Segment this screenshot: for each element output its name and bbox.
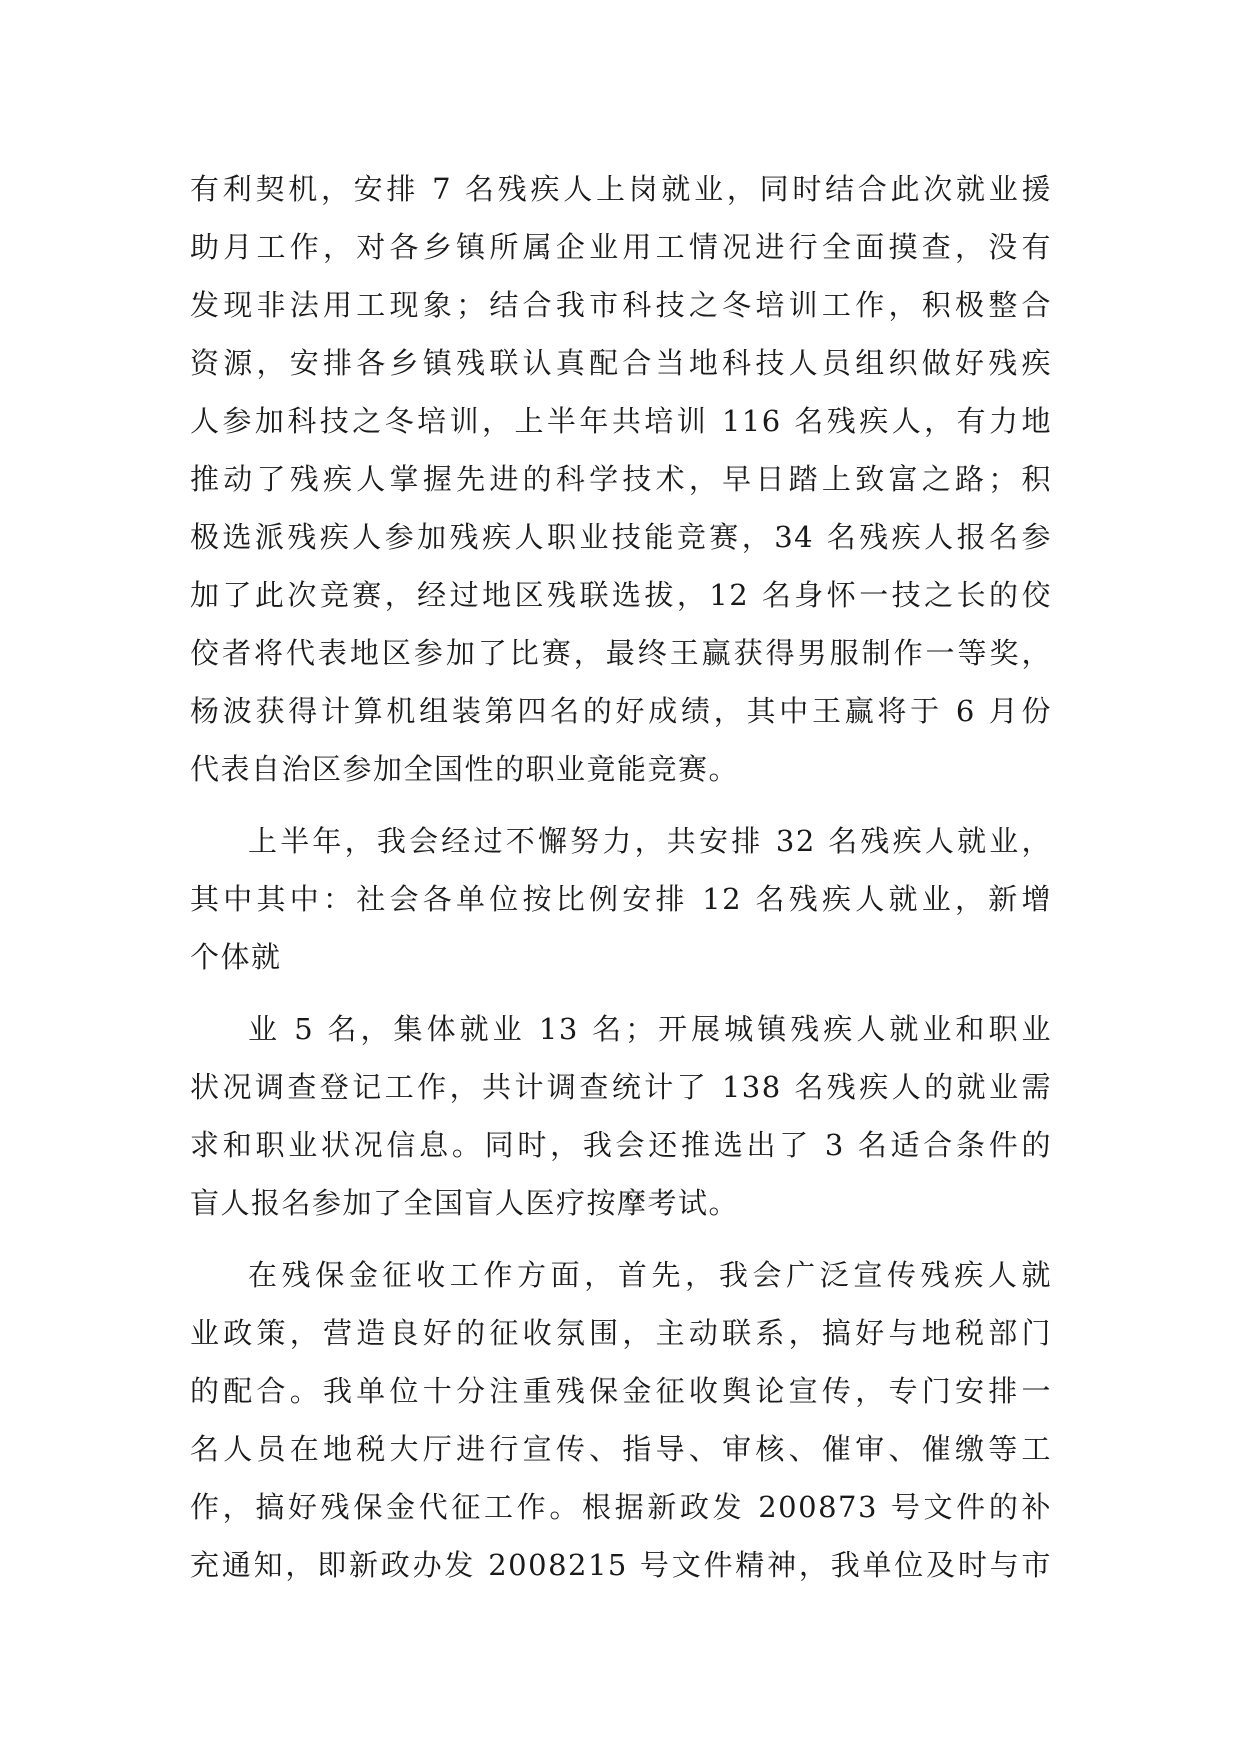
text-line: 有利契机，安排 7 名残疾人上岗就业，同时结合此次就业援 — [190, 172, 1052, 206]
text-line: 盲人报名参加了全国盲人医疗按摩考试。 — [190, 1186, 740, 1220]
text-line: 业政策，营造良好的征收氛围，主动联系，搞好与地税部门 — [190, 1316, 1052, 1350]
paragraph-2 — [190, 812, 1052, 986]
text-line: 求和职业状况信息。同时，我会还推选出了 3 名适合条件的 — [190, 1128, 1052, 1162]
text-line: 资源，安排各乡镇残联认真配合当地科技人员组织做好残疾 — [190, 346, 1052, 380]
text-line: 推动了残疾人掌握先进的科学技术，早日踏上致富之路；积 — [190, 462, 1052, 496]
text-line: 上半年，我会经过不懈努力，共安排 32 名残疾人就业， — [248, 824, 1052, 858]
text-line: 极选派残疾人参加残疾人职业技能竞赛，34 名残疾人报名参 — [190, 520, 1052, 554]
text-line: 助月工作，对各乡镇所属企业用工情况进行全面摸查，没有 — [190, 230, 1052, 264]
text-line: 佼者将代表地区参加了比赛，最终王赢获得男服制作一等奖， — [190, 636, 1052, 670]
text-line: 人参加科技之冬培训，上半年共培训 116 名残疾人，有力地 — [190, 404, 1052, 438]
paragraph-4 — [190, 1246, 1052, 1594]
text-line: 其中其中：社会各单位按比例安排 12 名残疾人就业，新增 — [190, 882, 1052, 916]
text-line: 作，搞好残保金代征工作。根据新政发 200873 号文件的补 — [190, 1490, 1052, 1524]
text-line: 代表自治区参加全国性的职业竟能竞赛。 — [190, 752, 740, 786]
text-line: 发现非法用工现象；结合我市科技之冬培训工作，积极整合 — [190, 288, 1052, 322]
paragraph-3 — [190, 1000, 1052, 1232]
text-line: 加了此次竞赛，经过地区残联选拔，12 名身怀一技之长的佼 — [190, 578, 1052, 612]
paragraph-1 — [190, 160, 1052, 798]
text-line: 的配合。我单位十分注重残保金征收舆论宣传，专门安排一 — [190, 1374, 1052, 1408]
document-body — [190, 160, 1052, 1594]
text-line: 杨波获得计算机组装第四名的好成绩，其中王赢将于 6 月份 — [190, 694, 1052, 728]
text-line: 名人员在地税大厅进行宣传、指导、审核、催审、催缴等工 — [190, 1432, 1052, 1466]
text-line: 在残保金征收工作方面，首先，我会广泛宣传残疾人就 — [248, 1258, 1052, 1292]
text-line: 充通知，即新政办发 2008215 号文件精神，我单位及时与市 — [190, 1548, 1052, 1582]
text-line: 状况调查登记工作，共计调查统计了 138 名残疾人的就业需 — [190, 1070, 1052, 1104]
text-line: 个体就 — [190, 940, 282, 974]
text-line: 业 5 名，集体就业 13 名；开展城镇残疾人就业和职业 — [248, 1012, 1052, 1046]
